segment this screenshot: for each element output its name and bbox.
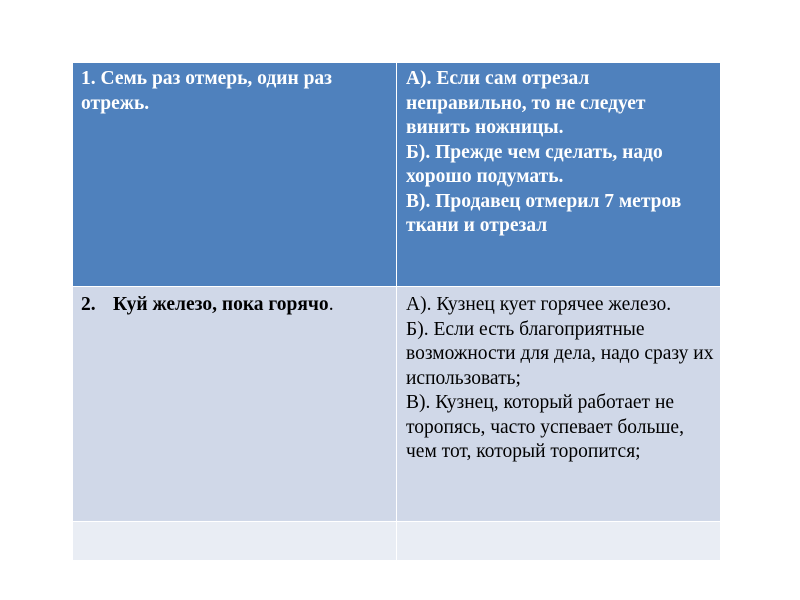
answer-option: Б). Если есть благоприятные возможности для дела, надо сразу их использовать; <box>406 318 714 389</box>
proverb-text: 1. Семь раз отмерь, один раз отрежь. <box>81 68 332 114</box>
proverbs-table <box>72 62 721 561</box>
proverb-cell <box>73 63 397 287</box>
answer-option: А). Кузнец кует горячее железо. <box>406 294 672 315</box>
proverb-cell <box>73 287 397 522</box>
table-row <box>73 522 721 561</box>
proverb-words: Куй железо, пока горячо <box>113 294 329 315</box>
table-row <box>73 63 721 287</box>
answer-option: В). Кузнец, который работает не торопясь, часто успевает больше, чем тот, который торопится; <box>406 392 684 462</box>
answers-cell <box>397 287 721 522</box>
answers-list <box>397 287 720 465</box>
answer-option: А). Если сам отрезал неправильно, то не следует винить ножницы. <box>406 68 646 138</box>
proverb-text <box>73 287 396 318</box>
proverb-line <box>113 293 334 318</box>
answers-cell <box>397 63 721 287</box>
empty-cell <box>73 522 397 561</box>
proverb-period: . <box>328 294 334 315</box>
answers-list <box>397 63 720 239</box>
answer-option: В). Продавец отмерил 7 метров ткани и отрезал <box>406 190 682 236</box>
answer-option: Б). Прежде чем сделать, надо хорошо подумать. <box>406 141 663 187</box>
empty-cell <box>397 522 721 561</box>
table-row <box>73 287 721 522</box>
proverb-number: 2. <box>81 294 96 315</box>
